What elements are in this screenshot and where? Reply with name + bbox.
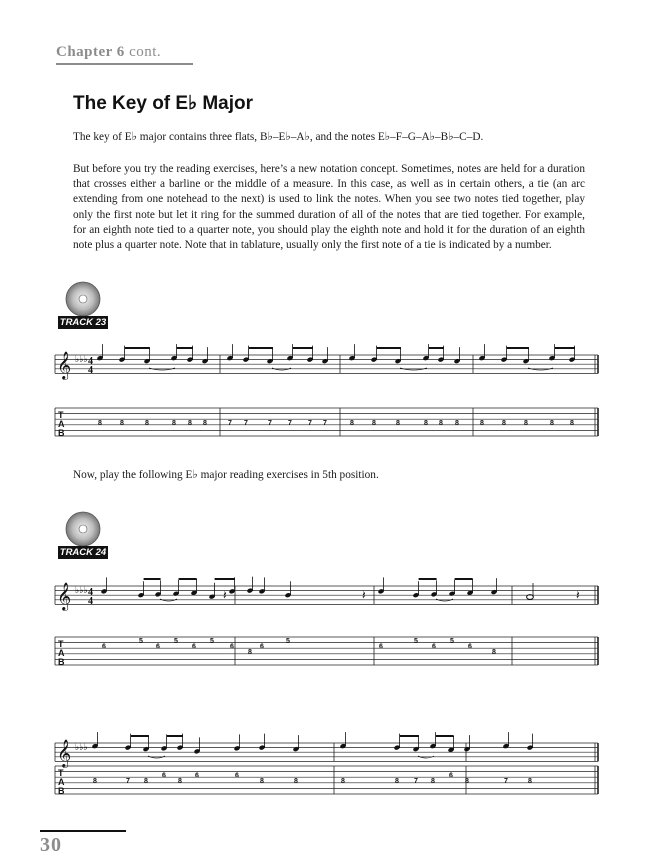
tab-fret-number: 7 <box>288 420 292 427</box>
quarter-rest: 𝄽 <box>576 588 580 602</box>
tab-fret-number: 6 <box>379 643 383 651</box>
tab-fret-number: 8 <box>145 420 149 427</box>
tab-fret-number: 7 <box>244 420 248 427</box>
tab-fret-number: 8 <box>260 778 264 785</box>
tab-fret-number: 8 <box>188 420 192 427</box>
chapter-cont: cont. <box>129 44 162 60</box>
tab-fret-number: 8 <box>178 778 182 785</box>
tab-fret-number: 8 <box>172 420 176 427</box>
tab-fret-number: 8 <box>248 649 252 656</box>
tab-fret-number: 6 <box>156 643 160 651</box>
tab-letter-t: T <box>58 768 64 778</box>
tab-letter-a: A <box>58 419 65 429</box>
tab-fret-number: 8 <box>524 420 528 427</box>
tab-fret-number: 8 <box>439 420 443 427</box>
section-title: The Key of E♭ Major <box>73 93 253 114</box>
tab-fret-number: 6 <box>102 643 106 651</box>
tab-fret-number: 6 <box>468 643 472 651</box>
tab-fret-number: 8 <box>480 420 484 427</box>
tab-fret-number: 8 <box>98 420 102 427</box>
tab-fret-number: 7 <box>323 420 327 427</box>
track-23-label: TRACK 23 <box>59 317 107 328</box>
time-signature-top: 4 <box>88 356 93 367</box>
exercise-instruction-paragraph: Now, play the following E♭ major reading exercises in 5th position. <box>73 469 379 481</box>
tab-fret-number: 6 <box>195 772 199 780</box>
tab-fret-number: 8 <box>396 420 400 427</box>
tab-letter-b: B <box>58 786 65 796</box>
track-24-label: TRACK 24 <box>59 547 107 558</box>
tab-fret-number: 7 <box>504 778 508 785</box>
tab-fret-number: 5 <box>210 637 214 645</box>
quarter-rest: 𝄽 <box>362 588 366 602</box>
tab-fret-number: 7 <box>126 778 130 785</box>
tab-fret-number: 8 <box>93 778 97 785</box>
tab-fret-number: 8 <box>492 649 496 656</box>
tab-fret-number: 8 <box>341 778 345 785</box>
tab-fret-number: 7 <box>268 420 272 427</box>
tab-fret-number: 6 <box>432 643 436 651</box>
tab-fret-number: 6 <box>192 643 196 651</box>
tab-fret-number: 5 <box>286 637 290 645</box>
tab-fret-number: 6 <box>235 772 239 780</box>
tab-letter-b: B <box>58 657 65 667</box>
tab-fret-number: 8 <box>570 420 574 427</box>
time-signature-bottom: 4 <box>88 365 93 376</box>
quarter-rest: 𝄽 <box>223 588 227 602</box>
key-signature-flats: ♭♭♭ <box>75 355 88 365</box>
tab-fret-number: 8 <box>502 420 506 427</box>
tab-fret-number: 7 <box>308 420 312 427</box>
footer-divider <box>40 830 126 832</box>
page-number: 30 <box>40 834 62 856</box>
tab-fret-number: 8 <box>350 420 354 427</box>
treble-clef: 𝄞 <box>57 351 72 379</box>
tab-fret-number: 5 <box>450 637 454 645</box>
key-signature-flats: ♭♭♭ <box>75 586 88 596</box>
tab-fret-number: 5 <box>139 637 143 645</box>
tab-letter-a: A <box>58 648 65 658</box>
tab-letter-t: T <box>58 410 64 420</box>
treble-clef: 𝄞 <box>57 582 72 610</box>
tab-fret-number: 8 <box>550 420 554 427</box>
tie-explanation-paragraph: But before you try the reading exercises, here’s a new notation concept. Sometimes, notes are held for a duration that crosses either a barline or the middle of a measure. In this case, as well as in certain others, a tie (an arc extending from one notehead to the next) is used to link the notes. When you see two notes tied together, play only the first note but let it ring for the summed duration of all of the notes that are tied together. For example, for an eighth note tied to a quarter note, you should play the eighth note and hold it for the duration of an eighth note plus a quarter note. Note that in tablature, usually only the first note of a tie is indicated by a number. <box>73 163 585 252</box>
tab-fret-number: 6 <box>449 772 453 780</box>
tab-fret-number: 8 <box>424 420 428 427</box>
tab-letter-b: B <box>58 428 65 438</box>
tab-letter-t: T <box>58 639 64 649</box>
tab-fret-number: 8 <box>372 420 376 427</box>
tab-fret-number: 8 <box>431 778 435 785</box>
tab-fret-number: 6 <box>162 772 166 780</box>
chapter-label: Chapter 6 <box>56 44 125 60</box>
time-signature-top: 4 <box>88 587 93 598</box>
tab-fret-number: 8 <box>294 778 298 785</box>
tab-fret-number: 7 <box>414 778 418 785</box>
tab-fret-number: 5 <box>414 637 418 645</box>
tab-fret-number: 6 <box>260 643 264 651</box>
tab-fret-number: 5 <box>174 637 178 645</box>
tab-fret-number: 8 <box>465 778 469 785</box>
tab-fret-number: 8 <box>395 778 399 785</box>
intro-paragraph: The key of E♭ major contains three flats, B♭–E♭–A♭, and the notes E♭–F–G–A♭–B♭–C–D. <box>73 131 484 143</box>
tab-fret-number: 8 <box>144 778 148 785</box>
key-signature-flats: ♭♭♭ <box>75 743 88 753</box>
tab-fret-number: 7 <box>228 420 232 427</box>
tab-fret-number: 8 <box>120 420 124 427</box>
tab-fret-number: 8 <box>455 420 459 427</box>
tab-fret-number: 6 <box>230 643 234 651</box>
tab-fret-number: 8 <box>528 778 532 785</box>
time-signature-bottom: 4 <box>88 596 93 607</box>
tab-fret-number: 8 <box>203 420 207 427</box>
treble-clef: 𝄞 <box>57 739 72 767</box>
tab-letter-a: A <box>58 777 65 787</box>
